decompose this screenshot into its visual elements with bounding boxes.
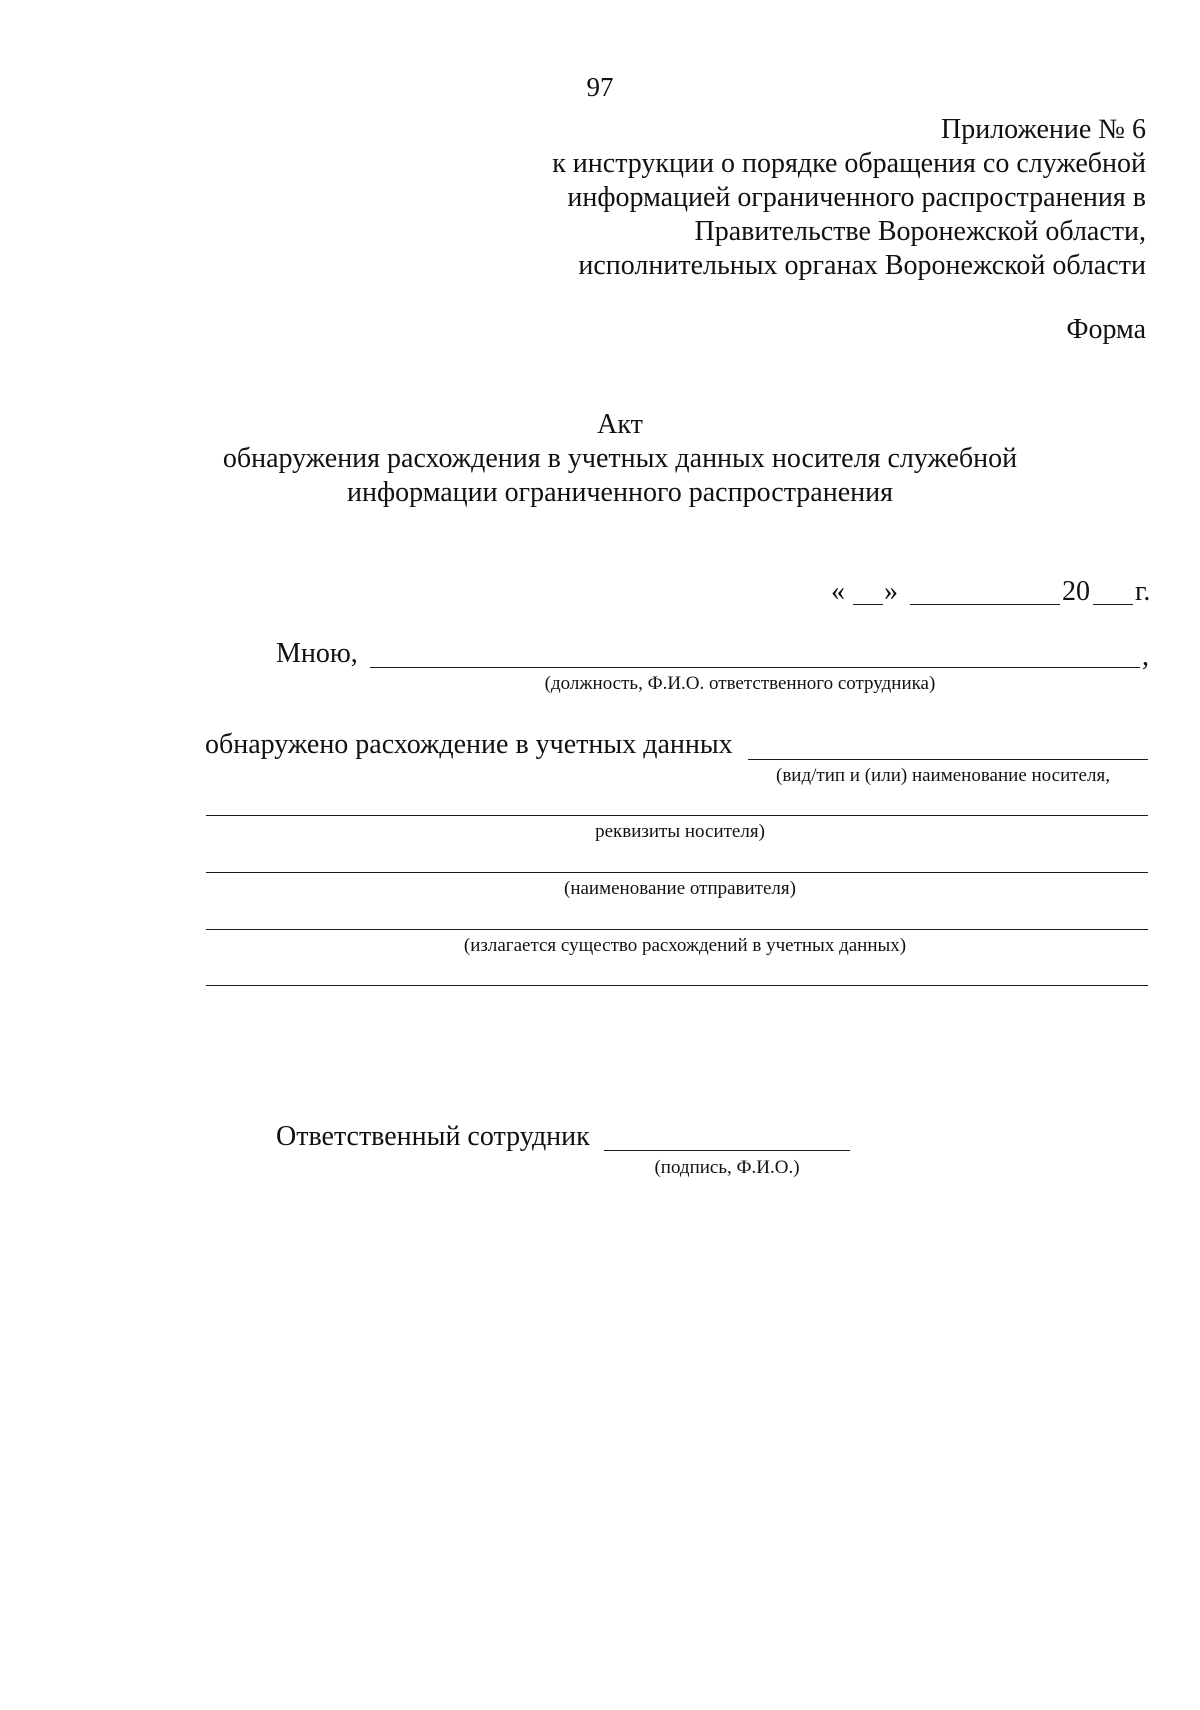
discrepancy-essence-field[interactable] bbox=[206, 929, 1148, 930]
appendix-line-2: информацией ограниченного распространения в bbox=[567, 182, 1146, 213]
signature-field[interactable] bbox=[604, 1150, 850, 1151]
discrepancy-label: обнаружено расхождение в учетных данных bbox=[205, 729, 733, 760]
form-label: Форма bbox=[1066, 314, 1146, 345]
discrepancy-essence-field-2[interactable] bbox=[206, 985, 1148, 986]
by-me-comma: , bbox=[1142, 641, 1149, 672]
appendix-line-1: к инструкции о порядке обращения со служебной bbox=[552, 148, 1146, 179]
requisites-hint: реквизиты носителя) bbox=[595, 821, 765, 842]
signature-label: Ответственный сотрудник bbox=[276, 1121, 590, 1152]
date-year-prefix: 20 bbox=[1062, 576, 1090, 607]
date-close-quote: » bbox=[884, 576, 898, 607]
sender-hint: (наименование отправителя) bbox=[564, 878, 796, 899]
signature-hint: (подпись, Ф.И.О.) bbox=[654, 1157, 800, 1178]
sender-field[interactable] bbox=[206, 872, 1148, 873]
act-title: Акт bbox=[597, 409, 643, 440]
date-day-field[interactable] bbox=[853, 604, 883, 605]
appendix-line-4: исполнительных органах Воронежской области bbox=[578, 250, 1146, 281]
act-subtitle-line-1: обнаружения расхождения в учетных данных носителя служебной bbox=[222, 443, 1018, 474]
appendix-title: Приложение № 6 bbox=[941, 114, 1146, 145]
carrier-name-field[interactable] bbox=[748, 759, 1148, 760]
essence-hint: (излагается существо расхождений в учетных данных) bbox=[463, 935, 907, 956]
appendix-line-3: Правительстве Воронежской области, bbox=[694, 216, 1146, 247]
by-me-label: Мною, bbox=[276, 638, 358, 669]
responsible-employee-field[interactable] bbox=[370, 667, 1140, 668]
carrier-hint: (вид/тип и (или) наименование носителя, bbox=[776, 765, 1110, 786]
date-open-quote: « bbox=[831, 576, 845, 607]
act-subtitle-line-2: информации ограниченного распространения bbox=[347, 477, 893, 508]
by-me-hint: (должность, Ф.И.О. ответственного сотрудника) bbox=[544, 673, 936, 694]
date-month-field[interactable] bbox=[910, 604, 1060, 605]
date-year-suffix: г. bbox=[1135, 576, 1151, 607]
page-number: 97 bbox=[586, 72, 614, 102]
date-year-field[interactable] bbox=[1093, 604, 1133, 605]
carrier-requisites-field[interactable] bbox=[206, 815, 1148, 816]
